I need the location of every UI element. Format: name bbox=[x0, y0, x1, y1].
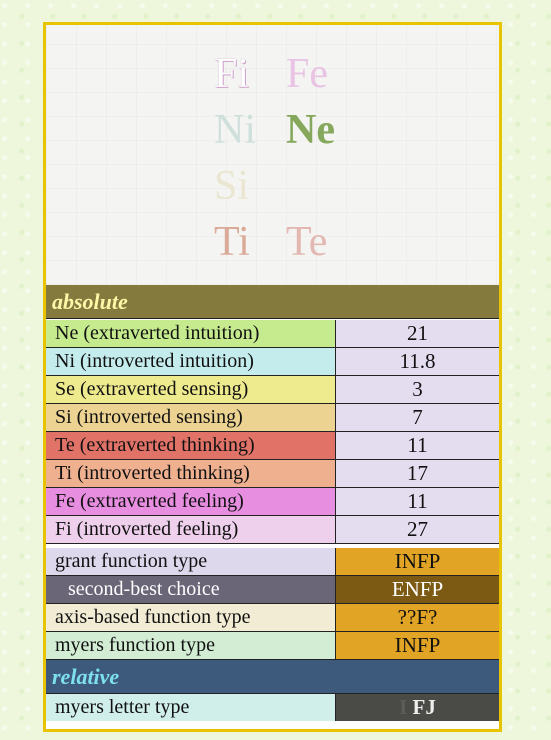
type-value: ENFP bbox=[336, 576, 499, 603]
function-score: 11 bbox=[336, 432, 499, 459]
absolute-header bbox=[46, 285, 499, 319]
function-label: Se (extraverted sensing) bbox=[46, 376, 336, 403]
fi-label: Fi bbox=[214, 51, 250, 97]
function-label: Fe (extraverted feeling) bbox=[46, 488, 336, 515]
te-label: Te bbox=[286, 219, 328, 265]
function-label: Ne (extraverted intuition) bbox=[46, 320, 336, 347]
relative-header bbox=[46, 660, 499, 694]
function-row bbox=[46, 376, 499, 404]
myers-letter-bold: FJ bbox=[412, 695, 436, 719]
myers-letter-value bbox=[336, 694, 499, 721]
fe-label: Fe bbox=[286, 51, 328, 97]
ne-label: Ne bbox=[286, 107, 335, 153]
function-score: 3 bbox=[336, 376, 499, 403]
personality-result-panel bbox=[43, 22, 502, 732]
function-label: Fi (introverted feeling) bbox=[46, 516, 336, 543]
function-row bbox=[46, 460, 499, 488]
absolute-title: absolute bbox=[52, 289, 128, 314]
function-row bbox=[46, 348, 499, 376]
myers-letter-row bbox=[46, 694, 499, 722]
type-row-grant bbox=[46, 548, 499, 576]
type-label: myers function type bbox=[46, 632, 336, 659]
type-row-axis-based bbox=[46, 604, 499, 632]
type-value: INFP bbox=[336, 632, 499, 659]
function-label: Te (extraverted thinking) bbox=[46, 432, 336, 459]
myers-letter-label: myers letter type bbox=[46, 694, 336, 721]
type-value: ??F? bbox=[336, 604, 499, 631]
function-label: Ni (introverted intuition) bbox=[46, 348, 336, 375]
function-row bbox=[46, 404, 499, 432]
type-value: INFP bbox=[336, 548, 499, 575]
ti-label: Ti bbox=[214, 219, 250, 265]
function-score: 27 bbox=[336, 516, 499, 543]
function-score: 17 bbox=[336, 460, 499, 487]
type-label: grant function type bbox=[46, 548, 336, 575]
function-score: 21 bbox=[336, 320, 499, 347]
ni-label: Ni bbox=[214, 107, 256, 153]
si-label: Si bbox=[214, 163, 250, 209]
function-label: Ti (introverted thinking) bbox=[46, 460, 336, 487]
type-row-second-best bbox=[46, 576, 499, 604]
function-score: 7 bbox=[336, 404, 499, 431]
type-label: second-best choice bbox=[46, 576, 336, 603]
function-row bbox=[46, 516, 499, 544]
type-row-myers bbox=[46, 632, 499, 660]
function-label: Si (introverted sensing) bbox=[46, 404, 336, 431]
function-row bbox=[46, 488, 499, 516]
myers-letter-faded: I bbox=[399, 695, 408, 719]
function-row bbox=[46, 432, 499, 460]
type-label: axis-based function type bbox=[46, 604, 336, 631]
function-row bbox=[46, 320, 499, 348]
function-score: 11.8 bbox=[336, 348, 499, 375]
function-strength-display bbox=[46, 25, 499, 285]
relative-title: relative bbox=[52, 664, 120, 689]
function-score: 11 bbox=[336, 488, 499, 515]
